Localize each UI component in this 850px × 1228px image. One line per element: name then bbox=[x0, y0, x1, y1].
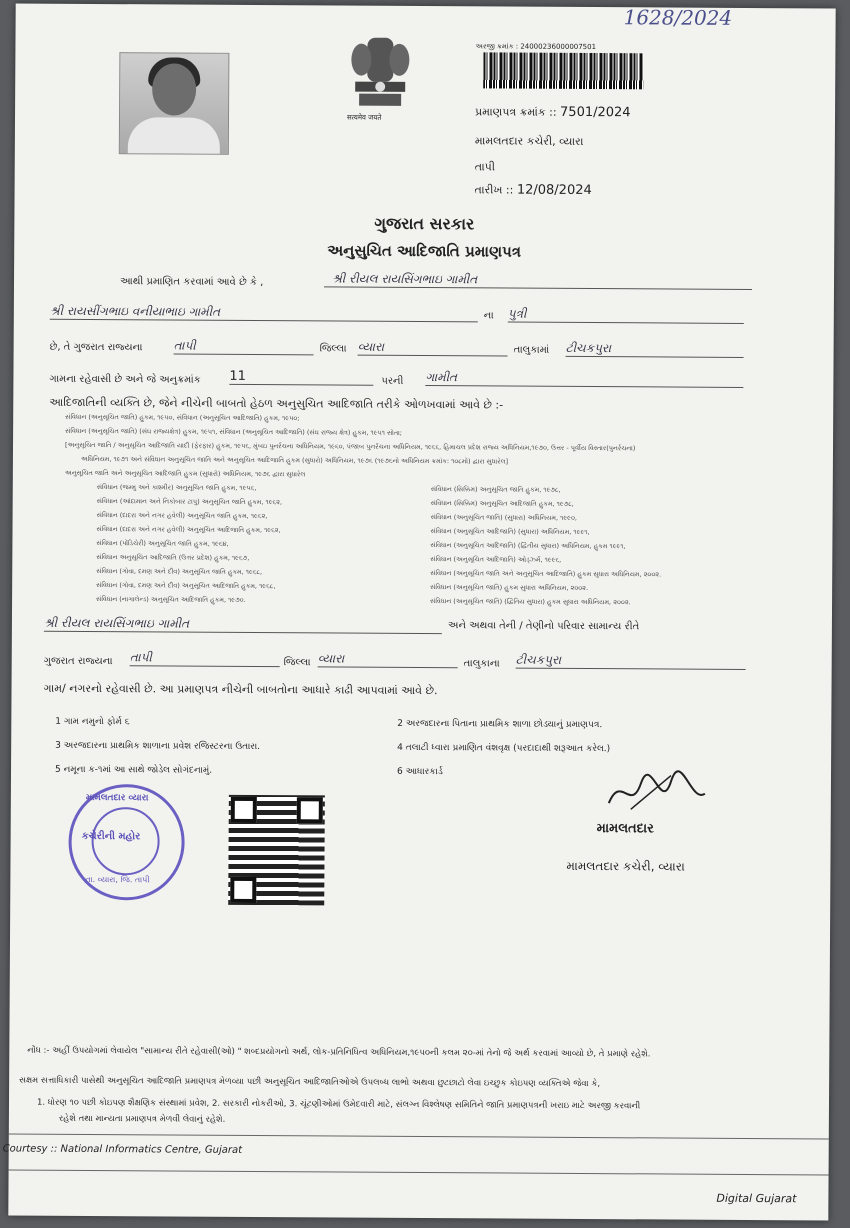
note-line-4: રહેશે તથા માન્યતા પ્રમાણપત્ર મેળવી લેવાનું રહેશે. bbox=[58, 1113, 226, 1125]
family-text: અને અથવા તેની / તેણીનો પરિવાર સામાન્ય રીતે bbox=[447, 620, 640, 633]
district-hq-2: વ્યારા bbox=[318, 651, 458, 668]
document-item: 2 અરજદારના પિતાના પ્રાથમિક શાળા છોડ્યાનું પ્રમાણપત્ર. bbox=[397, 718, 603, 731]
order-line: સંવિધાન (જમ્મુ અને કાશ્મીર) અનુસૂચિત જાતિ હુકમ, ૧૯૫૬, bbox=[96, 483, 257, 492]
date-label: તારીખ :: bbox=[474, 183, 514, 197]
order-line: સંવિધાન (સિક્કિમ) અનુસૂચિત આદિજાતિ હુકમ, ૧૯૭૮, bbox=[430, 499, 574, 508]
note-line-1: નોંધ :- અહીં ઉપયોગમાં લેવાયેલ "સામાન્ય રીતે રહેવાસી(ઓ) " શબ્દપ્રયોગનો અર્થ, લોક-પ્રતિનિધિત્વ અધિનિયમ,૧૯૫૦ની કલમ ૨૦-માં તેનો જે અર્થ કરવામાં આવ્યો છે, તે પ્રમાણે રહેશે. bbox=[27, 1045, 651, 1060]
order-line: સંવિધાન (પોંડિચેરી) અનુસૂચિત જાતિ હુકમ, ૧૯૬૪, bbox=[96, 539, 229, 548]
seal-top-text: મામલતદાર વ્યારા bbox=[85, 792, 149, 804]
brand-text: Digital Gujarat bbox=[716, 1191, 797, 1206]
order-line: અનુસૂચિત જાતિ અને અનુસૂચિત આદિજાતિ હુકમ (સુધારો) અધિનિયમ, ૧૯૭૬ દ્વારા સુધારેલ bbox=[64, 468, 306, 479]
order-line: [અનુસૂચિત જાતિ / અનુસૂચિત આદિજાતિ યાદી (ફેરફાર) હુકમ, ૧૯૫૬, મુંબઇ પુનર્રચના અધિનિયમ, ૧૯૬૦, પંજાબ પુનર્રચના અધિનિયમ, ૧૯૬૬, હિમાચલ પ્રદેશ રાજ્ય અધિનિયમ,૧૯૭૦, ઉત્તર - પૂર્વીય વિસ્તાર(પુનર્રચના) bbox=[64, 440, 636, 453]
taluka-2: ટીચકપુરા bbox=[516, 653, 746, 670]
father-name: શ્રી રાયસીંગભાઇ વનીયાભાઇ ગામીત bbox=[50, 304, 478, 323]
order-line: સંવિધાન (અનુસૂચિત જાતિ) હુકમ સુધારા અધિનિયમ, ૨૦૦૨. bbox=[430, 583, 589, 593]
tribe-text: આદિજાતિની વ્યક્તિ છે, જેને નીચેની બાબતો હેઠળ અનુસુચિત આદિજાતિ તરીકે ઓળખવામાં આવે છે :- bbox=[49, 395, 504, 412]
order-line: સંવિધાન અનુસૂચિત આદિજાતિ (ઉત્તર પ્રદેશ) હુકમ, ૧૯૬૭, bbox=[96, 553, 250, 562]
order-line: સંવિધાન (અનુસૂચિત જાતિ) (દ્વિતિય સુધારા) હુકમ સુધારા અધિનિયમ, ૨૦૦૨. bbox=[430, 597, 631, 607]
district-label-2: જિલ્લા bbox=[283, 657, 311, 669]
document-item: 5 નમૂના ક-૧માં આ સાથે જોડેલ સોગંદનામું. bbox=[54, 764, 213, 776]
relation: પુત્રી bbox=[508, 307, 744, 324]
district-hq: વ્યારા bbox=[358, 340, 508, 357]
document-item: 3 અરજદારના પ્રાથમિક શાળાના પ્રવેશ રજિસ્ટરના ઉતારા. bbox=[55, 740, 261, 753]
office-seal bbox=[68, 784, 185, 901]
district-label: જિલ્લા bbox=[319, 343, 347, 355]
documents-left bbox=[55, 710, 260, 783]
national-emblem-icon bbox=[345, 34, 416, 124]
order-line: સંવિધાન (નાગાલેન્ડ) અનુસૂચિત આદિજાતિ હુકમ, ૧૯૭૦. bbox=[96, 595, 246, 604]
certificate-title: અનુસુચિત આદિજાતિ પ્રમાણપત્ર bbox=[327, 241, 522, 261]
handwritten-number: 1628/2024 bbox=[623, 5, 733, 30]
order-line: સંવિધાન (અનુસૂચિત જાતિ) (સુધારા) અધિનિયમ, ૧૯૯૦, bbox=[430, 513, 578, 522]
note-line-2: સક્ષમ સત્તાધિકારી પાસેથી અનુસૂચિત આદિજાતિ પ્રમાણપત્ર મેળવ્યા પછી અનુસૂચિત આદિજાતિઓએ ઉપલબ્ધ લાભો અથવા છુટછાટો લેવા ઇચ્છુક કોઇપણ વ્યક્તિએ જેવા કે, bbox=[19, 1075, 601, 1090]
document-item: 1 ગામ નમુનો ફોર્મ ૬ bbox=[55, 716, 130, 728]
order-line: સંવિધાન (અનુસૂચિત આદિજાતિ) (સુધારા) અધિનિયમ, ૧૯૯૧, bbox=[430, 527, 590, 537]
taluka-label: તાલુકામાં bbox=[513, 344, 550, 356]
applicant-name: શ્રી રીયલ રાયસિંગભાઇ ગામીત bbox=[324, 271, 752, 290]
district-2: તાપી bbox=[130, 650, 280, 667]
order-line: અધિનિયમ, ૧૯૭૧ અને સંવિધાન અનુસૂચિત જાતિ અને અનુસૂચિત આદિજાતિ હુકમ (સુધારો) અધિનિયમ, ૧૯૭૬ (૧૯૭૬નો અધિનિયમ ક્રમાંક: ૧૦૮મો) દ્વારા સુધારેલ] bbox=[80, 454, 509, 466]
signatory-title: મામલતદાર bbox=[596, 821, 654, 837]
qr-code bbox=[228, 795, 325, 906]
order-line: સંવિધાન (અનુસૂચિત જાતિ) હુકમ, ૧૯૫૦, સંવિધાન (અનુસૂચિત આદિજાતિ) હુકમ, ૧૯૫૦; bbox=[65, 412, 300, 423]
certificate-number: 7501/2024 bbox=[560, 104, 631, 121]
tribe: ગામીત bbox=[425, 370, 743, 388]
order-line: સંવિધાન (દાદરા અને નગર હવેલી) અનુસૂચિત આદિજાતિ હુકમ, ૧૯૬૨, bbox=[96, 525, 281, 535]
applicant-photo bbox=[119, 52, 230, 155]
note-line-3: 1. ધોરણ ૧૦ પછી કોઇપણ શૈક્ષણિક સંસ્થામાં પ્રવેશ, 2. સરકારી નોકરીઓ, 3. ચૂંટણીઓમાં ઉમેદવારી માટે, સંલગ્ન વિશ્લેષણ સમિતિને જાતિ પ્રમાણપત્રની ખરાઇ માટે અરજી કરવાની bbox=[36, 1097, 641, 1112]
documents-right bbox=[397, 712, 610, 785]
state-text: છે, તે ગુજરાત રાજ્યના bbox=[49, 341, 143, 354]
order-line: સંવિધાન (ગોવા, દમણ અને દીવ) અનુસૂચિત આદિજાતિ હુકમ, ૧૯૬૮, bbox=[96, 581, 276, 591]
serial-number: 11 bbox=[229, 369, 373, 386]
application-number: અરજી ક્રમાંક : 24000236000007501 bbox=[475, 42, 597, 52]
order-line: સંવિધાન (અનુસૂચિત જાતિ અને અનુસૂચિત આદિજાતિ) હુકમ સુધારા અધિનિયમ, ૨૦૦૨. bbox=[430, 569, 662, 579]
district: તાપી bbox=[174, 338, 314, 355]
signature-icon bbox=[601, 763, 711, 828]
certificate-number-label: પ્રમાણપત્ર ક્રમાંક :: bbox=[475, 105, 557, 119]
applicant-name-repeat: શ્રી રીયલ રાયસિંગભાઇ ગામીત bbox=[44, 616, 442, 634]
date-row bbox=[475, 182, 592, 198]
document-item: 6 આધારકાર્ડ bbox=[396, 766, 443, 778]
order-line: સંવિધાન (અનુસૂચિત આદિજાતિ) (દ્વિતીય સુધારા) અધિનિયમ, હુકમ ૧૯૯૧, bbox=[430, 541, 626, 551]
issue-date: 12/08/2024 bbox=[516, 182, 592, 199]
taluka-label-2: તાલુકાના bbox=[463, 658, 500, 670]
certificate-page bbox=[2, 4, 835, 1221]
orders-full-list bbox=[65, 410, 795, 484]
district-top: તાપી bbox=[474, 160, 496, 174]
na-text: ના bbox=[483, 310, 494, 322]
emblem-caption: सत्यमेव जयते bbox=[346, 113, 382, 122]
order-line: સંવિધાન (અનુસૂચિત આદિજાતિ) ઓર્ડ્ઝ્મ, ૧૯૯૬, bbox=[430, 555, 562, 564]
document-item: 4 તલાટી ધ્વારા પ્રમાણિત વંશવૃક્ષ (પરદાદાથી શરૂઆત કરેલ.) bbox=[397, 742, 611, 755]
order-line: સંવિધાન (આંદામાન અને નિકોબાર ટાપુ) અનુસૂચિત જાતિ હુકમ, ૧૯૬૨, bbox=[96, 497, 283, 507]
divider bbox=[9, 1169, 829, 1175]
orders-left-list bbox=[96, 480, 427, 608]
order-line: સંવિધાન (સિક્કિમ) અનુસૂચિત જાતિ હુકમ, ૧૯૭૮, bbox=[430, 485, 561, 494]
signatory-office: મામલતદાર કચેરી, વ્યારા bbox=[566, 858, 685, 874]
order-line: સંવિધાન (અનુસૂચિત જાતિ) (સંઘ રાજ્યક્ષેત્ર) હુકમ, ૧૯૫૧, સંવિધાન (અનુસૂચિત આદિજાતિ) (સંઘ રાજ્ય ક્ષેત્ર) હુકમ, ૧૯૫૧ સોતા; bbox=[65, 426, 403, 437]
seal-middle-text: કચેરીની મહોર bbox=[81, 830, 141, 843]
state-text-2: ગુજરાત રાજ્યના bbox=[43, 655, 113, 668]
divider bbox=[9, 1133, 829, 1139]
seal-bottom-text: તા. વ્યારા, જિ. તાપી bbox=[85, 874, 150, 885]
village-text: ગામના રહેવાસી છે અને જે અનુક્રમાંક bbox=[49, 373, 201, 386]
order-line: સંવિધાન (દાદરા અને નગર હવેલી) અનુસૂચિત જાતિ હુકમ, ૧૯૬૨, bbox=[96, 511, 268, 521]
courtesy-text: Courtesy :: National Informatics Centre, Gujarat bbox=[2, 1143, 243, 1156]
government-title: ગુજરાત સરકાર bbox=[374, 213, 475, 234]
order-line: સંવિધાન (ગોવા, દમણ અને દીવ) અનુસૂચિત જાતિ હુકમ, ૧૯૬૮, bbox=[96, 567, 263, 577]
orders-right-list bbox=[430, 482, 801, 610]
barcode bbox=[483, 52, 643, 89]
issuing-office: મામલતદાર કચેરી, વ્યારા bbox=[474, 134, 584, 148]
parni-text: પરની bbox=[381, 375, 404, 387]
taluka: ટીચકપુરા bbox=[566, 341, 744, 358]
certificate-number-row bbox=[475, 104, 631, 120]
resident-text: ગામ/ નગરનો રહેવાસી છે. આ પ્રમાણપત્ર નીચેની બાબતોના આધારે કાઢી આપવામાં આવે છે. bbox=[43, 681, 438, 698]
certify-text: આથી પ્રમાણિત કરવામાં આવે છે કે , bbox=[119, 276, 264, 289]
